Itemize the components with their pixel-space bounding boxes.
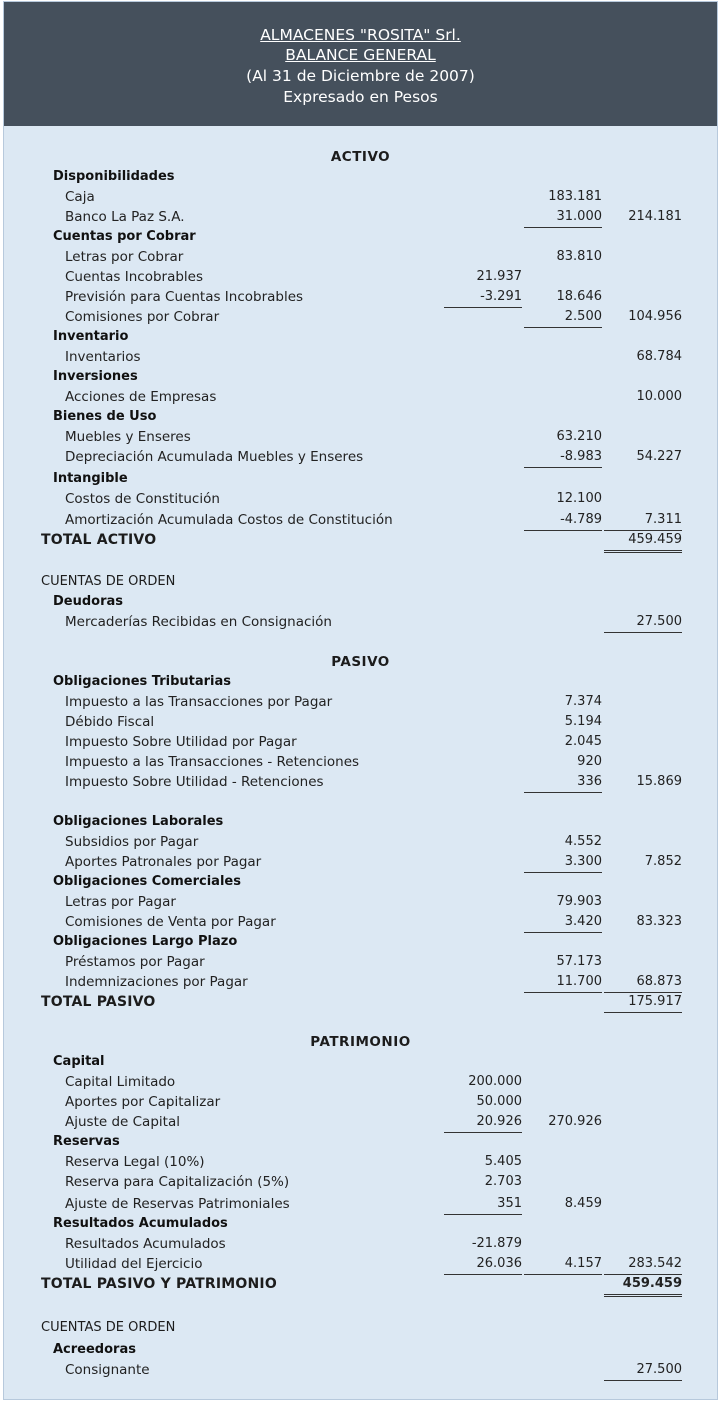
amount-col-1: 20.926 [444,1112,522,1133]
row-label: Resultados Acumulados [53,1216,228,1231]
balance-sheet [3,1,718,1400]
group-row [4,812,717,832]
amount-col-2: 3.300 [524,852,602,873]
row-label: Impuesto Sobre Utilidad por Pagar [65,734,297,750]
group-row [4,672,717,692]
amount-col-1: -21.879 [471,1236,522,1251]
account-row [4,1112,717,1132]
row-label: Cuentas por Cobrar [53,229,196,244]
account-row [4,1360,717,1380]
amount-col-2: 3.420 [524,912,602,933]
amount-col-3: 68.784 [636,349,682,364]
row-label: Inventario [53,329,129,344]
account-row [4,712,717,732]
amount-col-1: -3.291 [444,287,522,308]
row-label: Inversiones [53,369,138,384]
group-row [4,1214,717,1234]
row-label: Obligaciones Tributarias [53,674,232,689]
row-label: Muebles y Enseres [65,429,191,445]
report-date: (Al 31 de Diciembre de 2007) [246,67,475,85]
account-row [4,752,717,772]
row-label: Reservas [53,1134,120,1149]
account-row [4,732,717,752]
row-label: Indemnizaciones por Pagar [65,974,248,990]
account-row [4,347,717,367]
amount-col-3: 459.459 [604,530,682,553]
account-row [4,852,717,872]
row-label: Disponibilidades [53,169,175,184]
account-row [4,772,717,792]
amount-col-2: 8.459 [564,1196,602,1211]
row-label: Previsión para Cuentas Incobrables [65,289,304,305]
amount-col-2: 83.810 [556,249,602,264]
account-row [4,267,717,287]
total-row [4,530,717,550]
account-row [4,387,717,407]
account-row [4,1152,717,1172]
row-label: Aportes Patronales por Pagar [65,854,262,870]
row-label: Impuesto a las Transacciones - Retenciones [65,754,360,770]
amount-col-2: 5.194 [564,714,602,729]
row-label: Reserva Legal (10%) [65,1154,205,1170]
row-label: Acreedoras [53,1342,136,1357]
amount-col-3: 68.873 [604,972,682,993]
row-label: Bienes de Uso [53,409,157,424]
group-row [4,1340,717,1360]
row-label: Impuesto Sobre Utilidad - Retenciones [65,774,324,790]
account-row [4,489,717,509]
account-row [4,612,717,632]
amount-col-3: 175.917 [604,992,682,1013]
group-row [4,592,717,612]
row-label: Resultados Acumulados [65,1236,226,1252]
amount-col-2: 63.210 [556,429,602,444]
account-row [4,247,717,267]
total-row [4,992,717,1012]
amount-col-2: -8.983 [524,447,602,468]
account-row [4,510,717,530]
amount-col-3: 27.500 [604,1360,682,1381]
account-row [4,972,717,992]
account-row [4,187,717,207]
account-row [4,692,717,712]
row-label: Utilidad del Ejercicio [65,1256,203,1272]
row-label: Ajuste de Capital [65,1114,180,1130]
row-label: Capital Limitado [65,1074,176,1090]
amount-col-2: 2.500 [524,307,602,328]
group-row [4,407,717,427]
amount-col-2: 11.700 [524,972,602,993]
group-row [4,227,717,247]
row-label: Deudoras [53,594,124,609]
row-label: Caja [65,189,95,205]
section-heading [4,1032,717,1052]
section-heading [4,652,717,672]
row-label: PASIVO [331,654,390,670]
amount-col-1: 21.937 [476,269,522,284]
amount-col-1: 26.036 [444,1254,522,1275]
account-row [4,1254,717,1274]
row-label: Amortización Acumulada Costos de Constitución [65,512,393,528]
row-label: Consignante [65,1362,150,1378]
row-label: CUENTAS DE ORDEN [41,1320,176,1335]
amount-col-1: 5.405 [484,1154,522,1169]
row-label: Banco La Paz S.A. [65,209,185,225]
row-label: Comisiones de Venta por Pagar [65,914,276,930]
amount-col-3: 83.323 [636,914,682,929]
row-label: Ajuste de Reservas Patrimoniales [65,1196,290,1212]
row-label: Cuentas Incobrables [65,269,204,285]
amount-col-2: 18.646 [556,289,602,304]
row-label: Aportes por Capitalizar [65,1094,221,1110]
account-row [4,1234,717,1254]
row-label: Débido Fiscal [65,714,155,730]
group-row [4,1318,717,1338]
row-label: Impuesto a las Transacciones por Pagar [65,694,333,710]
row-label: Obligaciones Laborales [53,814,224,829]
amount-col-2: 4.157 [524,1254,602,1275]
total-row [4,1274,717,1294]
amount-col-2: 2.045 [564,734,602,749]
row-label: Subsidios por Pagar [65,834,199,850]
row-label: Inventarios [65,349,141,365]
amount-col-1: 2.703 [484,1174,522,1189]
amount-col-3: 104.956 [628,309,682,324]
amount-col-2: 79.903 [556,894,602,909]
row-label: ACTIVO [330,149,391,165]
account-row [4,207,717,227]
group-row [4,932,717,952]
account-row [4,1072,717,1092]
row-label: TOTAL PASIVO Y PATRIMONIO [41,1276,277,1292]
account-row [4,287,717,307]
group-row [4,327,717,347]
amount-col-2: 31.000 [524,207,602,228]
account-row [4,892,717,912]
row-label: Mercaderías Recibidas en Consignación [65,614,332,630]
report-title: BALANCE GENERAL [285,46,436,64]
account-row [4,1172,717,1192]
amount-col-2: 7.374 [564,694,602,709]
amount-col-2: -4.789 [524,510,602,531]
amount-col-3: 27.500 [604,612,682,633]
report-header [4,2,717,126]
row-label: Préstamos por Pagar [65,954,205,970]
row-label: Intangible [53,471,128,486]
row-label: Costos de Constitución [65,491,220,507]
company-name: ALMACENES "ROSITA" Srl. [260,26,461,44]
amount-col-2: 57.173 [556,954,602,969]
amount-col-3: 283.542 [604,1254,682,1275]
group-row [4,1052,717,1072]
row-label: TOTAL ACTIVO [41,532,157,548]
amount-col-2: 4.552 [564,834,602,849]
account-row [4,1092,717,1112]
amount-col-2: 270.926 [548,1114,602,1129]
account-row [4,912,717,932]
group-row [4,367,717,387]
row-label: Letras por Cobrar [65,249,184,265]
amount-col-2: 183.181 [548,189,602,204]
amount-col-3: 10.000 [636,389,682,404]
row-label: Acciones de Empresas [65,389,217,405]
account-row [4,832,717,852]
account-row [4,427,717,447]
group-row [4,469,717,489]
row-label: Reserva para Capitalización (5%) [65,1174,290,1190]
amount-col-3: 54.227 [636,449,682,464]
row-label: Capital [53,1054,105,1069]
amount-col-3: 459.459 [604,1274,682,1297]
account-row [4,447,717,467]
row-label: Obligaciones Largo Plazo [53,934,238,949]
row-label: Depreciación Acumulada Muebles y Enseres [65,449,364,465]
row-label: CUENTAS DE ORDEN [41,574,176,589]
amount-col-3: 214.181 [628,209,682,224]
group-row [4,572,717,592]
amount-col-3: 7.852 [644,854,682,869]
account-row [4,1194,717,1214]
row-label: Letras por Pagar [65,894,176,910]
amount-col-3: 15.869 [636,774,682,789]
amount-col-2: 920 [577,754,602,769]
amount-col-3: 7.311 [604,510,682,531]
amount-col-2: 336 [524,772,602,793]
account-row [4,952,717,972]
section-heading [4,147,717,167]
amount-col-1: 351 [444,1194,522,1215]
row-label: Obligaciones Comerciales [53,874,241,889]
amount-col-2: 12.100 [556,491,602,506]
row-label: TOTAL PASIVO [41,994,156,1010]
report-currency: Expresado en Pesos [283,88,438,106]
group-row [4,1132,717,1152]
amount-col-1: 50.000 [476,1094,522,1109]
account-row [4,307,717,327]
row-label: PATRIMONIO [310,1034,411,1050]
group-row [4,167,717,187]
amount-col-1: 200.000 [468,1074,522,1089]
row-label: Comisiones por Cobrar [65,309,220,325]
group-row [4,872,717,892]
